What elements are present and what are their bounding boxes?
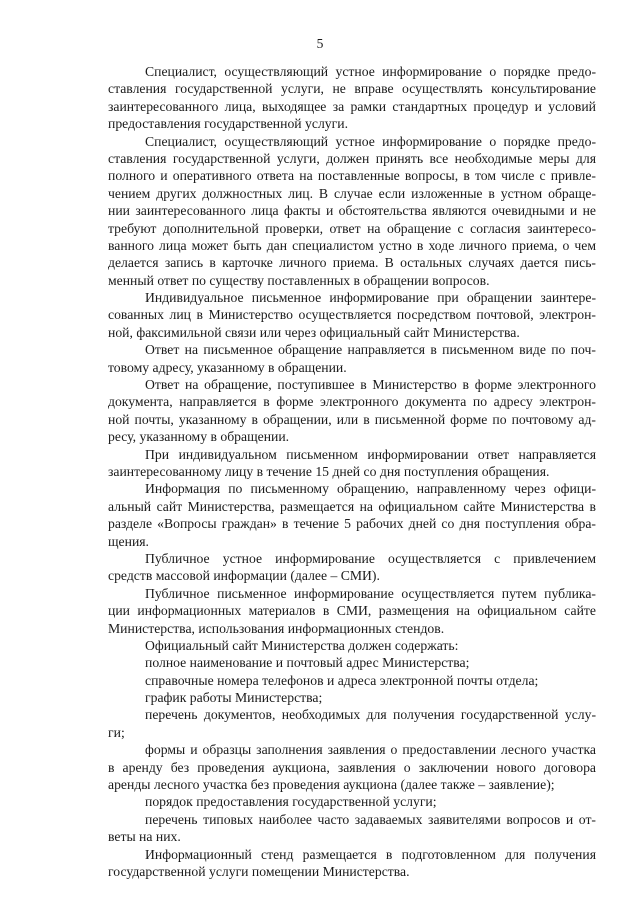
text-line: ной почты, указанному в обращении, или в письменной форме по почтовому ад- bbox=[108, 411, 596, 427]
text-line: Специалист, осуществляющий устное информирование о порядке предо- bbox=[145, 133, 596, 149]
text-line: чением других должностных лиц. В случае если изложенные в устном обраще- bbox=[108, 185, 596, 201]
text-line: Специалист, осуществляющий устное информирование о порядке предо- bbox=[145, 64, 596, 79]
text-line: ной, факсимильной связи или через официальный сайт Министерства. bbox=[108, 324, 520, 340]
text-line: формы и образцы заполнения заявления о предоставлении лесного участка bbox=[145, 742, 596, 758]
text-line: При индивидуальном письменном информировании ответ направляется bbox=[145, 446, 596, 462]
text-line: делается запись в карточке личного приема. В остальных случаях дается пись- bbox=[108, 255, 596, 271]
text-line: средств массовой информации (далее – СМИ). bbox=[108, 568, 380, 584]
text-line: перечень документов, необходимых для получения государственной услу- bbox=[145, 707, 596, 723]
document-body bbox=[108, 63, 596, 880]
text-line: щения. bbox=[108, 533, 149, 549]
text-line: документа, направляется в форме электронного документа по адресу электрон- bbox=[108, 394, 596, 410]
text-line: Публичное письменное информирование осуществляется путем публика- bbox=[145, 585, 596, 601]
text-line: ресу, указанному в обращении. bbox=[108, 429, 290, 445]
text-line: Ответ на обращение, поступившее в Министерство в форме электронного bbox=[145, 377, 596, 393]
text-line: заинтересованного лица, выходящее за рамки стандартных процедур и условий bbox=[108, 98, 596, 114]
text-line: нии заинтересованного лица факты и обстоятельства являются очевидными и не bbox=[108, 203, 596, 219]
text-line: менный ответ по существу поставленных в обращении вопросов. bbox=[108, 272, 490, 288]
text-line: Публичное устное информирование осуществляется с привлечением bbox=[145, 550, 596, 566]
text-line: сованных лиц в Министерство осуществляется посредством почтовой, электрон- bbox=[108, 307, 596, 323]
text-line: товому адресу, указанному в обращении. bbox=[108, 359, 347, 375]
text-line: предоставления государственной услуги. bbox=[108, 116, 348, 132]
text-line: альный сайт Министерства, размещается на официальном сайте Министерства в bbox=[108, 498, 596, 514]
text-line: государственной услуги помещении Министерства. bbox=[108, 863, 410, 879]
text-line: ставления государственной услуги, должен принять все необходимые меры для bbox=[108, 150, 596, 166]
page-number: 5 bbox=[316, 36, 324, 51]
text-line: порядок предоставления государственной услуги; bbox=[145, 794, 437, 810]
text-line: Ответ на письменное обращение направляется в письменном виде по поч- bbox=[145, 342, 596, 358]
text-line: требуют дополнительной проверки, ответ на обращение с согласия заинтересо- bbox=[108, 220, 596, 236]
text-line: Министерства, использования информационных стендов. bbox=[108, 620, 445, 636]
text-line: Информационный стенд размещается в подготовленном для получения bbox=[145, 846, 596, 862]
text-line: Официальный сайт Министерства должен содержать: bbox=[145, 637, 459, 653]
text-line: ции информационных материалов в СМИ, размещения на официальном сайте bbox=[108, 603, 596, 619]
text-line: разделе «Вопросы граждан» в течение 5 рабочих дней со дня поступления обра- bbox=[108, 516, 596, 532]
text-line: график работы Министерства; bbox=[145, 690, 323, 706]
text-line: полного и оперативного ответа на поставленные вопросы, в том числе с привле- bbox=[108, 168, 596, 184]
text-line: перечень типовых наиболее часто задаваемых заявителями вопросов и от- bbox=[145, 811, 596, 827]
text-line: ванного лица может быть дан специалистом устно в ходе личного приема, о чем bbox=[108, 237, 596, 253]
text-line: Информация по письменному обращению, направленному через офици- bbox=[145, 481, 596, 497]
text-line: Индивидуальное письменное информирование при обращении заинтере- bbox=[145, 290, 596, 306]
text-line: аренды лесного участка без проведения аукциона (далее также – заявление); bbox=[108, 777, 555, 793]
text-line: веты на них. bbox=[108, 829, 181, 845]
text-line: ставления государственной услуги, не вправе осуществлять консультирование bbox=[108, 81, 596, 97]
text-line: ги; bbox=[108, 724, 125, 740]
text-line: в аренду без проведения аукциона, заявления о заключении нового договора bbox=[108, 759, 596, 775]
text-line: заинтересованному лицу в течение 15 дней со дня поступления обращения. bbox=[108, 463, 550, 479]
text-line: полное наименование и почтовый адрес Министерства; bbox=[145, 655, 470, 671]
text-line: справочные номера телефонов и адреса электронной почты отдела; bbox=[145, 672, 539, 688]
